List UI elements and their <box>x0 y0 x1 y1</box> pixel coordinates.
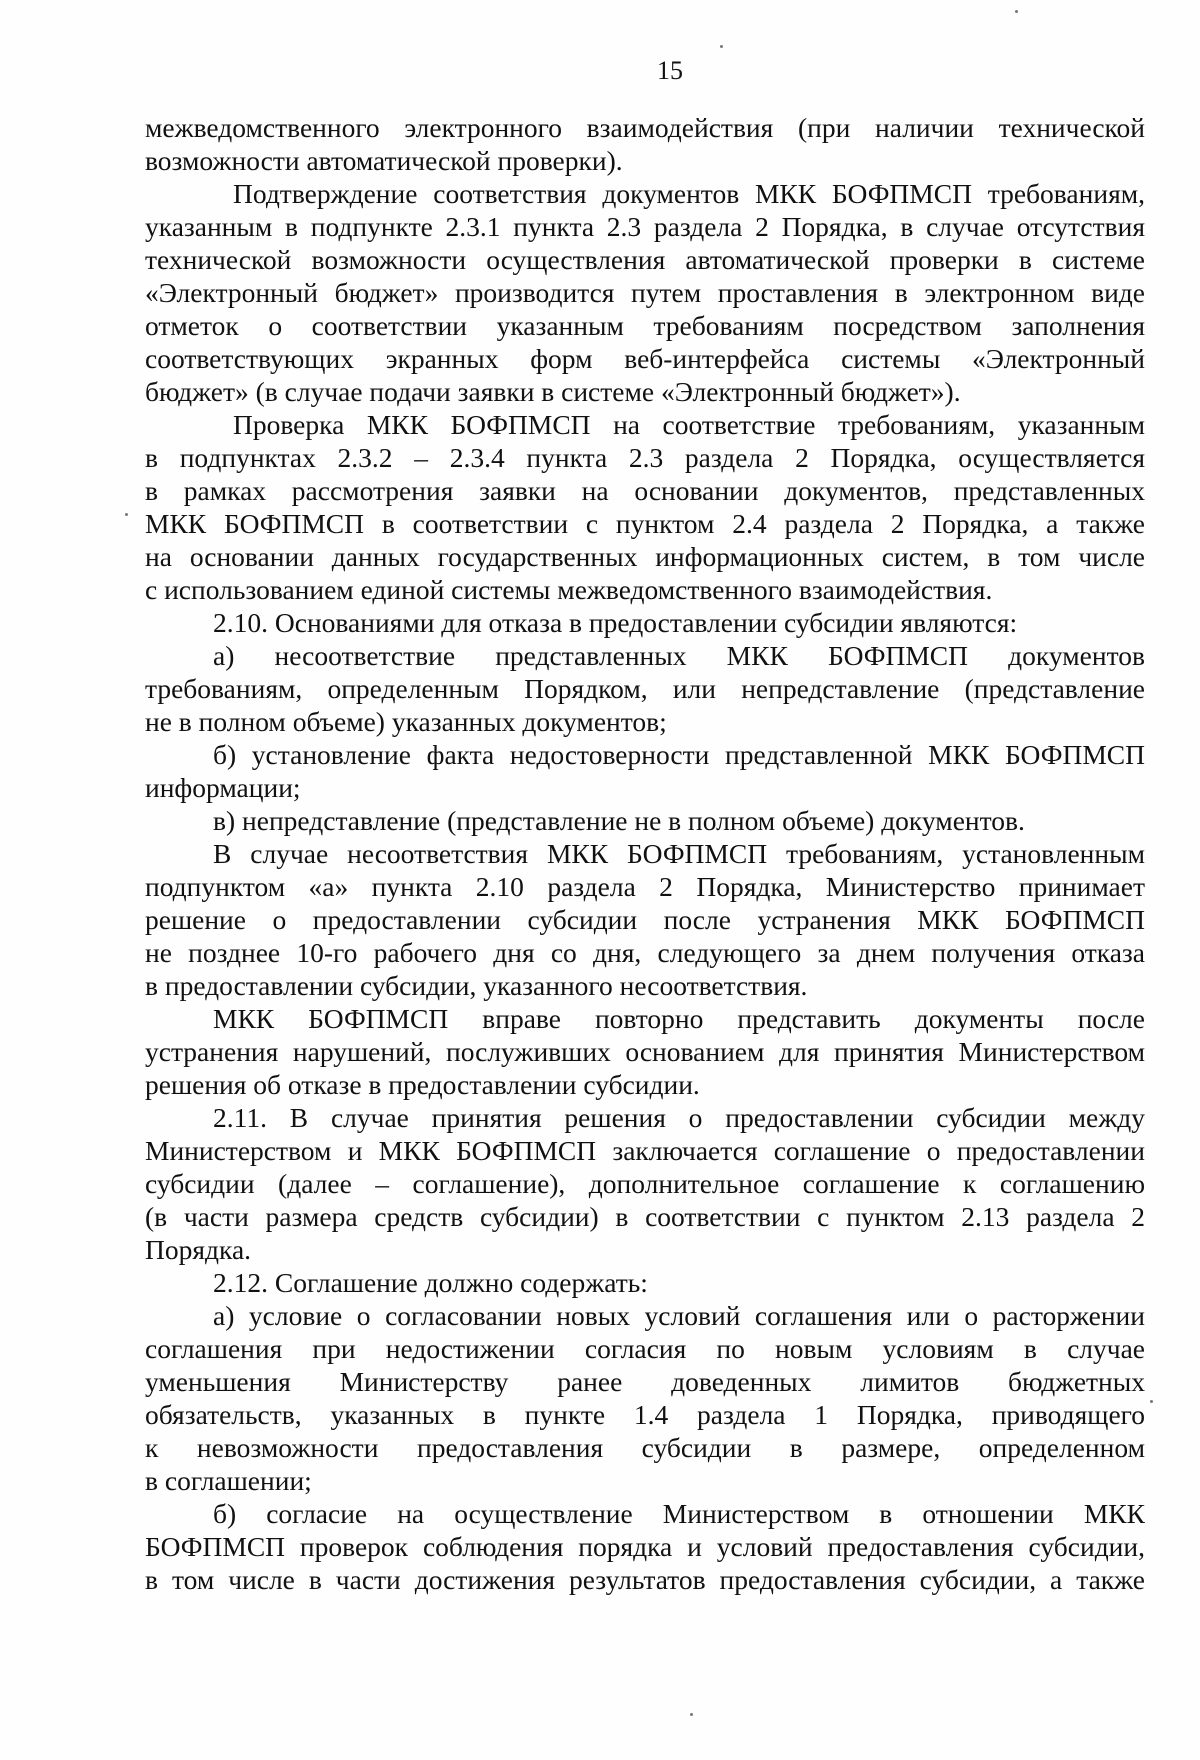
text-line: технической возможности осуществления автоматической проверки в системе <box>145 244 1145 275</box>
text-line: не позднее 10-го рабочего дня со дня, следующего за днем получения отказа <box>145 937 1145 968</box>
scan-speck <box>125 513 128 516</box>
page-number: 15 <box>657 56 683 85</box>
text-line: отметок о соответствии указанным требованиям посредством заполнения <box>145 310 1145 341</box>
text-line: уменьшения Министерству ранее доведенных лимитов бюджетных <box>145 1366 1145 1397</box>
text-line: бюджет» (в случае подачи заявки в системе «Электронный бюджет»). <box>145 376 961 407</box>
text-line: БОФПМСП проверок соблюдения порядка и условий предоставления субсидии, <box>145 1531 1145 1562</box>
text-line: соглашения при недостижении согласия по новым условиям в случае <box>145 1333 1145 1364</box>
text-line: указанным в подпункте 2.3.1 пункта 2.3 раздела 2 Порядка, в случае отсутствия <box>145 211 1145 242</box>
text-line: Порядка. <box>145 1234 252 1265</box>
text-line: а) несоответствие представленных МКК БОФПМСП документов <box>213 640 1145 671</box>
text-line: на основании данных государственных информационных систем, в том числе <box>145 541 1145 572</box>
text-line: в соглашении; <box>145 1465 312 1496</box>
text-line: требованиям, определенным Порядком, или непредставление (представление <box>145 673 1145 704</box>
text-line: с использованием единой системы межведомственного взаимодействия. <box>145 574 993 605</box>
text-line: б) согласие на осуществление Министерством в отношении МКК <box>213 1498 1145 1529</box>
text-line: к невозможности предоставления субсидии в размере, определенном <box>145 1432 1145 1463</box>
text-line: 2.11. В случае принятия решения о предоставлении субсидии между <box>213 1102 1145 1133</box>
text-line: устранения нарушений, послуживших основанием для принятия Министерством <box>145 1036 1145 1067</box>
scan-speck <box>1015 10 1018 13</box>
text-line: обязательств, указанных в пункте 1.4 раздела 1 Порядка, приводящего <box>145 1399 1145 1430</box>
text-line: решения об отказе в предоставлении субсидии. <box>145 1069 700 1100</box>
text-line: б) установление факта недостоверности представленной МКК БОФПМСП <box>213 739 1145 770</box>
text-line: не в полном объеме) указанных документов; <box>145 706 667 737</box>
text-line: в рамках рассмотрения заявки на основании документов, представленных <box>145 475 1145 506</box>
text-line: информации; <box>145 772 301 803</box>
text-line: в том числе в части достижения результатов предоставления субсидии, а также <box>145 1564 1145 1595</box>
text-line: В случае несоответствия МКК БОФПМСП требованиям, установленным <box>213 838 1145 869</box>
text-line: МКК БОФПМСП в соответствии с пунктом 2.4 раздела 2 Порядка, а также <box>145 508 1145 539</box>
text-line: Министерством и МКК БОФПМСП заключается соглашение о предоставлении <box>145 1135 1145 1166</box>
text-line: а) условие о согласовании новых условий соглашения или о расторжении <box>213 1300 1145 1331</box>
text-line: в предоставлении субсидии, указанного несоответствия. <box>145 970 808 1001</box>
scan-speck <box>1150 1400 1153 1403</box>
text-line: МКК БОФПМСП вправе повторно представить документы после <box>213 1003 1145 1034</box>
text-line: (в части размера средств субсидии) в соответствии с пунктом 2.13 раздела 2 <box>145 1201 1145 1232</box>
scan-speck <box>720 45 723 48</box>
text-line: 2.12. Соглашение должно содержать: <box>213 1267 648 1298</box>
text-line: Проверка МКК БОФПМСП на соответствие требованиям, указанным <box>233 409 1145 440</box>
text-line: субсидии (далее – соглашение), дополнительное соглашение к соглашению <box>145 1168 1145 1199</box>
text-line: возможности автоматической проверки). <box>145 145 623 176</box>
scan-speck <box>690 1713 693 1716</box>
text-line: соответствующих экранных форм веб-интерфейса системы «Электронный <box>145 343 1145 374</box>
document-body <box>145 111 1145 1596</box>
text-line: 2.10. Основаниями для отказа в предоставлении субсидии являются: <box>213 607 1018 638</box>
text-line: Подтверждение соответствия документов МКК БОФПМСП требованиям, <box>233 178 1145 209</box>
text-line: решение о предоставлении субсидии после устранения МКК БОФПМСП <box>145 904 1145 935</box>
text-line: в) непредставление (представление не в полном объеме) документов. <box>213 805 1025 836</box>
text-line: межведомственного электронного взаимодействия (при наличии технической <box>145 112 1145 143</box>
text-line: подпунктом «а» пункта 2.10 раздела 2 Порядка, Министерство принимает <box>145 871 1145 902</box>
text-line: «Электронный бюджет» производится путем проставления в электронном виде <box>145 277 1145 308</box>
text-line: в подпунктах 2.3.2 – 2.3.4 пункта 2.3 раздела 2 Порядка, осуществляется <box>145 442 1145 473</box>
